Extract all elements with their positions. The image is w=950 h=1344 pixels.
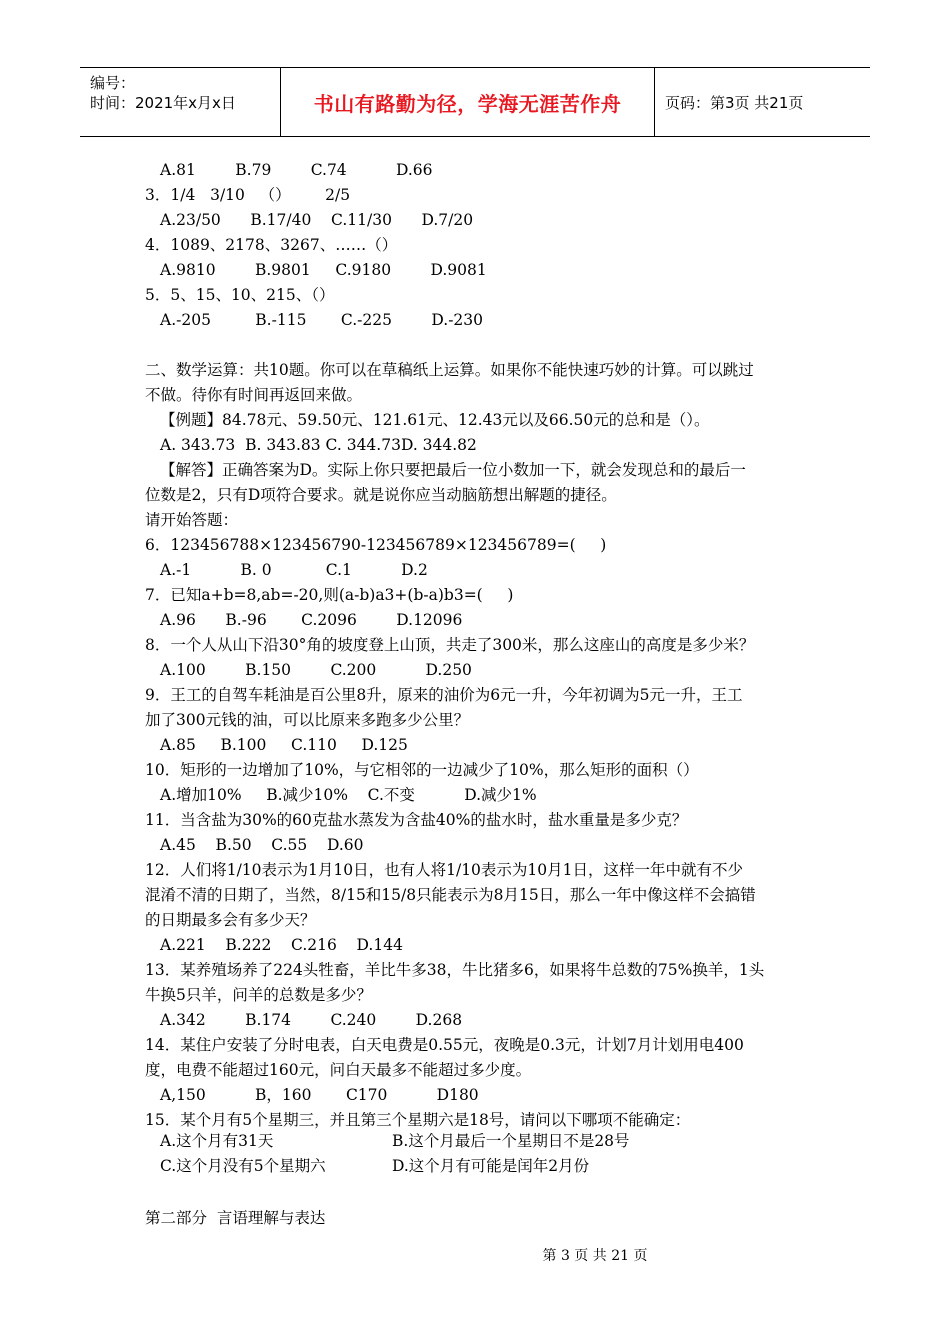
text-line: A.-1 B. 0 C.1 D.2 — [160, 561, 428, 579]
text-line: 二、数学运算：共10题。你可以在草稿纸上运算。如果你不能快速巧妙的计算。可以跳过 — [145, 361, 754, 379]
header-page-info: 页码：第3页 共21页 — [665, 93, 804, 112]
text-line: A.23/50 B.17/40 C.11/30 D.7/20 — [160, 211, 474, 229]
text-line: A.9810 B.9801 C.9180 D.9081 — [160, 261, 487, 279]
text-line: 第二部分 言语理解与表达 — [145, 1209, 326, 1227]
time-label: 时间：2021年x月x日 — [90, 94, 236, 112]
number-label: 编号： — [90, 74, 136, 92]
text-line: A. 343.73 B. 343.83 C. 344.73D. 344.82 — [160, 436, 477, 454]
text-line: 12．人们将1/10表示为1月10日，也有人将1/10表示为10月1日，这样一年中就有不少 — [145, 861, 744, 879]
text-line: A.342 B.174 C.240 D.268 — [160, 1011, 463, 1029]
text-line: 9．王工的自驾车耗油是百公里8升，原来的油价为6元一升，今年初调为5元一升，王工 — [145, 686, 743, 704]
text-line: 不做。待你有时间再返回来做。 — [145, 386, 363, 404]
page-footer: 第 3 页 共 21 页 — [542, 1248, 648, 1264]
text-line: 10．矩形的一边增加了10%，与它相邻的一边减少了10%，那么矩形的面积（） — [145, 761, 699, 779]
text-line: A.45 B.50 C.55 D.60 — [160, 836, 364, 854]
text-line: 【解答】正确答案为D。实际上你只要把最后一位小数加一下，就会发现总和的最后一 — [160, 461, 746, 479]
text-line: 8．一个人从山下沿30°角的坡度登上山顶，共走了300米，那么这座山的高度是多少米？ — [145, 636, 755, 654]
text-line: 13．某养殖场养了224头牲畜，羊比牛多38，牛比猪多6，如果将牛总数的75%换羊，1头 — [145, 961, 765, 979]
text-line: 的日期最多会有多少天？ — [145, 911, 316, 929]
text-line: 5．5、15、10、215、（） — [145, 286, 335, 304]
text-line: 11．当含盐为30%的60克盐水蒸发为含盐40%的盐水时，盐水重量是多少克？ — [145, 811, 688, 829]
header-meta — [80, 68, 281, 136]
text-line: 7．已知a+b=8,ab=-20,则(a-b)a3+(b-a)b3=( ) — [145, 586, 514, 604]
text-line: 14．某住户安装了分时电表，白天电费是0.55元，夜晚是0.3元，计划7月计划用电400 — [145, 1036, 744, 1054]
text-line: 度，电费不能超过160元，问白天最多不能超过多少度。 — [145, 1061, 532, 1079]
text-line: A.96 B.-96 C.2096 D.12096 — [160, 611, 463, 629]
header-motto: 书山有路勤为径，学海无涯苦作舟 — [281, 68, 655, 136]
q15-option-c: C.这个月没有5个星期六 — [160, 1157, 326, 1175]
text-line: 混淆不清的日期了，当然，8/15和15/8只能表示为8月15日，那么一年中像这样不会搞错 — [145, 886, 756, 904]
text-line: 牛换5只羊，问羊的总数是多少？ — [145, 986, 372, 1004]
text-line: A.221 B.222 C.216 D.144 — [160, 936, 403, 954]
q15-option-a: A.这个月有31天 — [160, 1132, 274, 1150]
text-line: A.100 B.150 C.200 D.250 — [160, 661, 472, 679]
text-line: A,150 B，160 C170 D180 — [160, 1086, 479, 1104]
text-line: 3．1/4 3/10 （） 2/5 — [145, 186, 351, 204]
text-line: A.增加10% B.减少10% C.不变 D.减少1% — [160, 786, 537, 804]
q15-option-b: B.这个月最后一个星期日不是28号 — [392, 1132, 630, 1150]
text-line: 【例题】84.78元、59.50元、121.61元、12.43元以及66.50元的总和是（）。 — [160, 411, 710, 429]
text-line: 6．123456788×123456790-123456789×123456789=( ) — [145, 536, 607, 554]
text-line: 4．1089、2178、3267、……（） — [145, 236, 398, 254]
text-line: 位数是2，只有D项符合要求。就是说你应当动脑筋想出解题的捷径。 — [145, 486, 617, 504]
text-line: 15．某个月有5个星期三，并且第三个星期六是18号，请问以下哪项不能确定： — [145, 1111, 691, 1129]
text-line: A.81 B.79 C.74 D.66 — [160, 161, 433, 179]
text-line: 加了300元钱的油，可以比原来多跑多少公里？ — [145, 711, 470, 729]
text-line: A.85 B.100 C.110 D.125 — [160, 736, 408, 754]
page-header — [80, 67, 870, 137]
text-line: A.-205 B.-115 C.-225 D.-230 — [160, 311, 484, 329]
text-line: 请开始答题： — [145, 511, 239, 529]
q15-option-d: D.这个月有可能是闰年2月份 — [392, 1157, 590, 1175]
